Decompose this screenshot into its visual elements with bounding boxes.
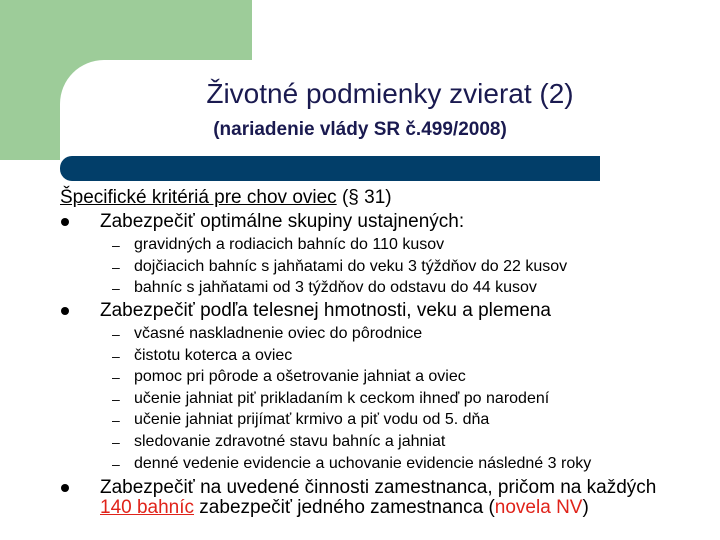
bullet-1-text: Zabezpečiť optimálne skupiny ustajnených: bbox=[100, 211, 465, 232]
list-item: sledovanie zdravotné stavu bahníc a jahniat bbox=[134, 433, 446, 450]
dash-icon: – bbox=[112, 280, 120, 296]
slide-subtitle: (nariadenie vlády SR č.499/2008) bbox=[213, 119, 507, 140]
section-heading bbox=[60, 187, 392, 209]
list-item: pomoc pri pôrode a ošetrovanie jahniat a oviec bbox=[134, 368, 466, 385]
bullet-3-end: ) bbox=[582, 497, 589, 518]
dash-icon: – bbox=[112, 391, 120, 407]
dash-icon: – bbox=[112, 456, 120, 472]
bullet-icon bbox=[61, 307, 69, 315]
list-item: včasné naskladnenie oviec do pôrodnice bbox=[134, 325, 423, 342]
dash-icon: – bbox=[112, 412, 120, 428]
bullet-3-line-2 bbox=[100, 497, 589, 519]
list-item: bahníc s jahňatami od 3 týždňov do odstavu do 44 kusov bbox=[134, 279, 537, 296]
dash-icon: – bbox=[112, 237, 120, 253]
dash-icon: – bbox=[112, 434, 120, 450]
bullet-2-text: Zabezpečiť podľa telesnej hmotnosti, veku a plemena bbox=[100, 300, 551, 321]
list-item: dojčiacich bahníc s jahňatami do veku 3 týždňov do 22 kusov bbox=[134, 258, 568, 275]
bullet-3-middle: zabezpečiť jedného zamestnanca ( bbox=[194, 497, 495, 518]
highlight-count: 140 bahníc bbox=[100, 497, 195, 518]
bullet-3-line-1: Zabezpečiť na uvedené činnosti zamestnanca, pričom na každých bbox=[100, 477, 657, 498]
dash-icon: – bbox=[112, 369, 120, 385]
list-item: čistotu koterca a oviec bbox=[134, 347, 293, 364]
dash-icon: – bbox=[112, 259, 120, 275]
list-item: denné vedenie evidencie a uchovanie evidencie následné 3 roky bbox=[134, 455, 592, 472]
dash-icon: – bbox=[112, 326, 120, 342]
section-heading-suffix: (§ 31) bbox=[336, 187, 392, 208]
list-item: učenie jahniat piť prikladaním k ceckom ihneď po narodení bbox=[134, 390, 550, 407]
slide-title: Životné podmienky zvierat (2) bbox=[206, 78, 574, 109]
bullet-icon bbox=[61, 218, 69, 226]
list-item: učenie jahniat prijímať krmivo a piť vodu od 5. dňa bbox=[134, 411, 490, 428]
dash-icon: – bbox=[112, 348, 120, 364]
list-item: gravidných a rodiacich bahníc do 110 kusov bbox=[134, 236, 445, 253]
highlight-amendment: novela NV bbox=[494, 497, 583, 518]
section-heading-underlined: Špecifické kritériá pre chov oviec bbox=[60, 187, 337, 208]
bullet-icon bbox=[61, 484, 69, 492]
